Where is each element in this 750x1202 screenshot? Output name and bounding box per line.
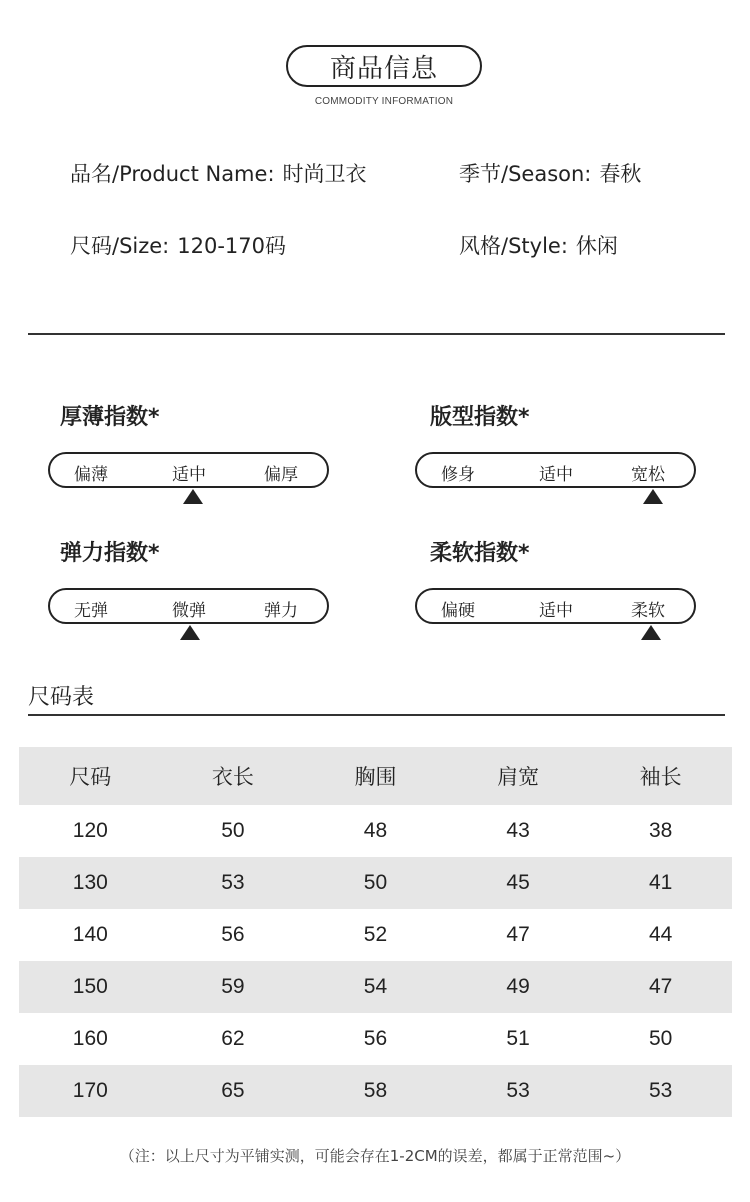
table-header-row	[19, 747, 732, 805]
size-table-heading: 尺码表	[28, 685, 95, 710]
page-title: 商品信息	[329, 53, 438, 84]
table-cell: 51	[506, 1027, 530, 1050]
fit-scale	[415, 452, 696, 488]
column-header: 胸围	[354, 765, 397, 789]
softness-option-soft: 柔软	[631, 601, 665, 621]
elasticity-marker-icon	[180, 625, 200, 640]
table-row	[19, 909, 732, 961]
table-cell: 50	[648, 1027, 673, 1050]
fit-option-slim: 修身	[441, 465, 475, 485]
table-cell: 130	[72, 871, 108, 894]
elasticity-option-stretch: 弹力	[264, 601, 298, 621]
table-cell: 62	[221, 1027, 245, 1050]
thickness-index-title: 厚薄指数*	[60, 405, 160, 430]
column-header: 肩宽	[497, 765, 540, 789]
table-cell: 160	[72, 1027, 108, 1050]
table-cell: 150	[72, 975, 108, 998]
column-header: 衣长	[211, 765, 254, 789]
softness-index-title: 柔软指数*	[430, 541, 530, 566]
measurement-note: （注：以上尺寸为平铺实测，可能会存在1-2CM的误差，都属于正常范围~）	[119, 1147, 631, 1165]
fit-option-regular: 适中	[539, 465, 573, 485]
table-row	[19, 1013, 732, 1065]
table-cell: 47	[506, 923, 530, 946]
season-value: 春秋	[599, 162, 642, 186]
table-cell: 52	[363, 923, 388, 946]
style-info	[459, 230, 618, 260]
table-cell: 56	[363, 1027, 388, 1050]
softness-option-medium: 适中	[539, 601, 573, 621]
table-cell: 54	[363, 975, 388, 998]
elasticity-index-title: 弹力指数*	[60, 541, 160, 566]
season-label: 季节/Season:	[459, 162, 592, 186]
product-name-value: 时尚卫衣	[282, 162, 367, 186]
product-name-label: 品名/Product Name:	[70, 162, 275, 186]
size-value: 120-170码	[177, 234, 287, 258]
table-row	[19, 805, 732, 857]
table-cell: 44	[648, 923, 673, 946]
table-cell: 48	[363, 819, 388, 842]
table-cell: 49	[506, 975, 530, 998]
thickness-option-thin: 偏薄	[74, 465, 108, 485]
page-subtitle: COMMODITY INFORMATION	[314, 96, 454, 107]
table-cell: 50	[221, 819, 245, 842]
table-cell: 140	[72, 923, 108, 946]
table-cell: 65	[221, 1079, 245, 1102]
softness-marker-icon	[641, 625, 661, 640]
elasticity-scale	[48, 588, 329, 624]
softness-option-hard: 偏硬	[441, 601, 475, 621]
table-cell: 43	[506, 819, 530, 842]
table-cell: 53	[221, 871, 245, 894]
softness-scale	[415, 588, 696, 624]
size-table	[19, 747, 732, 1117]
thickness-option-thick: 偏厚	[264, 465, 298, 485]
table-cell: 47	[648, 975, 673, 998]
style-value: 休闲	[575, 234, 618, 258]
table-cell: 50	[363, 871, 388, 894]
table-cell: 59	[221, 975, 245, 998]
size-table-divider	[28, 714, 725, 716]
table-cell: 45	[506, 871, 530, 894]
fit-index-title: 版型指数*	[430, 405, 530, 430]
table-row	[19, 1065, 732, 1117]
section-title-pill	[286, 45, 482, 87]
table-row	[19, 961, 732, 1013]
table-cell: 56	[221, 923, 245, 946]
table-cell: 38	[648, 819, 673, 842]
column-header: 袖长	[639, 765, 682, 789]
table-cell: 170	[72, 1079, 108, 1102]
season-info	[459, 158, 641, 188]
fit-marker-icon	[643, 489, 663, 504]
size-label: 尺码/Size:	[70, 234, 170, 258]
table-cell: 53	[506, 1079, 530, 1102]
elasticity-option-none: 无弹	[74, 601, 108, 621]
divider	[28, 333, 725, 335]
table-cell: 58	[363, 1079, 388, 1102]
table-cell: 53	[648, 1079, 673, 1102]
size-info	[70, 230, 286, 260]
product-name-info	[70, 158, 367, 188]
style-label: 风格/Style:	[459, 234, 568, 258]
table-row	[19, 857, 732, 909]
column-header: 尺码	[69, 765, 112, 789]
thickness-marker-icon	[183, 489, 203, 504]
table-cell: 41	[648, 871, 673, 894]
thickness-option-medium: 适中	[172, 465, 206, 485]
table-cell: 120	[72, 819, 108, 842]
fit-option-loose: 宽松	[631, 465, 665, 485]
thickness-scale	[48, 452, 329, 488]
elasticity-option-slight: 微弹	[172, 601, 206, 621]
